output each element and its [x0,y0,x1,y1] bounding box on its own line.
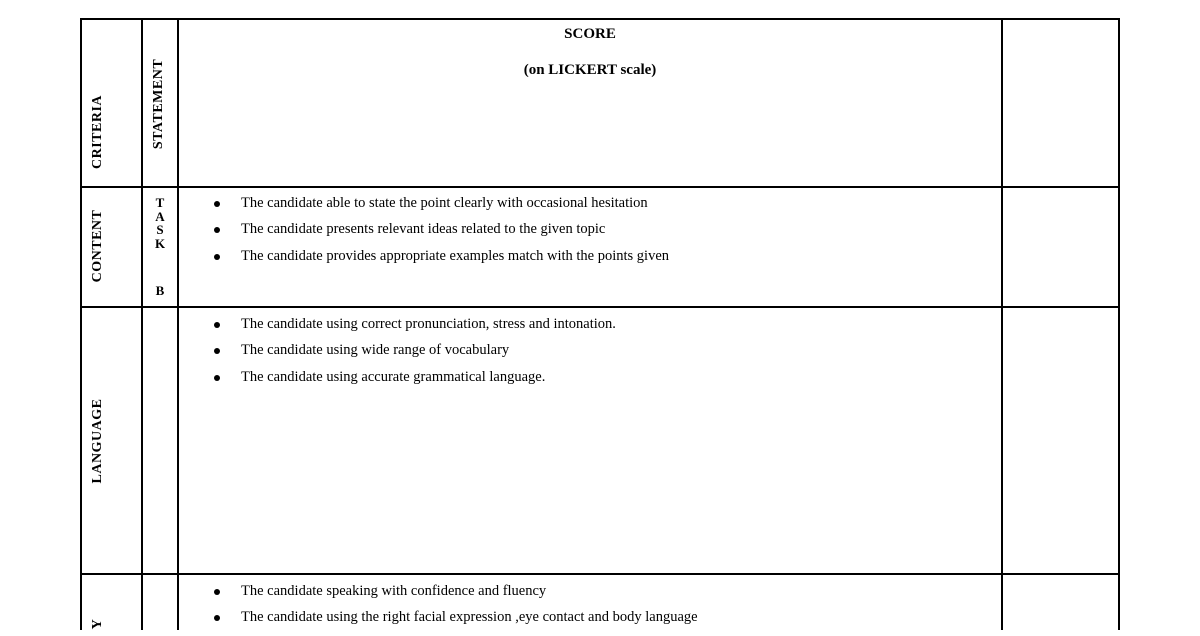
task-letter: K [154,235,166,251]
table-border-right [1118,18,1120,630]
statement-header: STATEMENT [151,58,166,150]
statement-item: The candidate speaking with confidence and fluency [205,583,698,609]
column-divider-statement [177,18,179,630]
row-divider-content [80,306,1120,308]
statement-item: The candidate using correct pronunciation, stress and intonation. [205,316,616,342]
criterion-partial: Y [90,618,105,630]
criterion-language: LANGUAGE [90,398,105,484]
statement-item: The candidate using accurate grammatical language. [205,369,616,395]
statement-item: The candidate using wide range of vocabulary [205,342,616,368]
statement-item: The candidate provides appropriate examples match with the points given [205,248,669,274]
score-header: SCORE [564,26,616,42]
statement-item: The candidate using the right facial expression ,eye contact and body language [205,609,698,635]
score-subtitle: (on LICKERT scale) [523,62,657,78]
statement-item: The candidate presents relevant ideas related to the given topic [205,221,669,247]
content-statements [205,195,669,274]
statement-item: The candidate able to state the point clearly with occasional hesitation [205,195,669,221]
table-border-left [80,18,82,630]
task-letter: A [155,208,165,224]
task-suffix: B [155,283,165,298]
column-divider-criteria [141,18,143,630]
row-divider-header [80,186,1120,188]
fluency-statements [205,583,698,636]
column-divider-score [1001,18,1003,630]
criterion-content: CONTENT [90,209,105,283]
task-label [142,196,178,250]
criteria-header: CRITERIA [90,94,105,170]
row-divider-language [80,573,1120,575]
table-border-top [80,18,1120,20]
task-letter: T [155,195,165,210]
task-letter: S [156,222,164,237]
language-statements [205,316,616,395]
